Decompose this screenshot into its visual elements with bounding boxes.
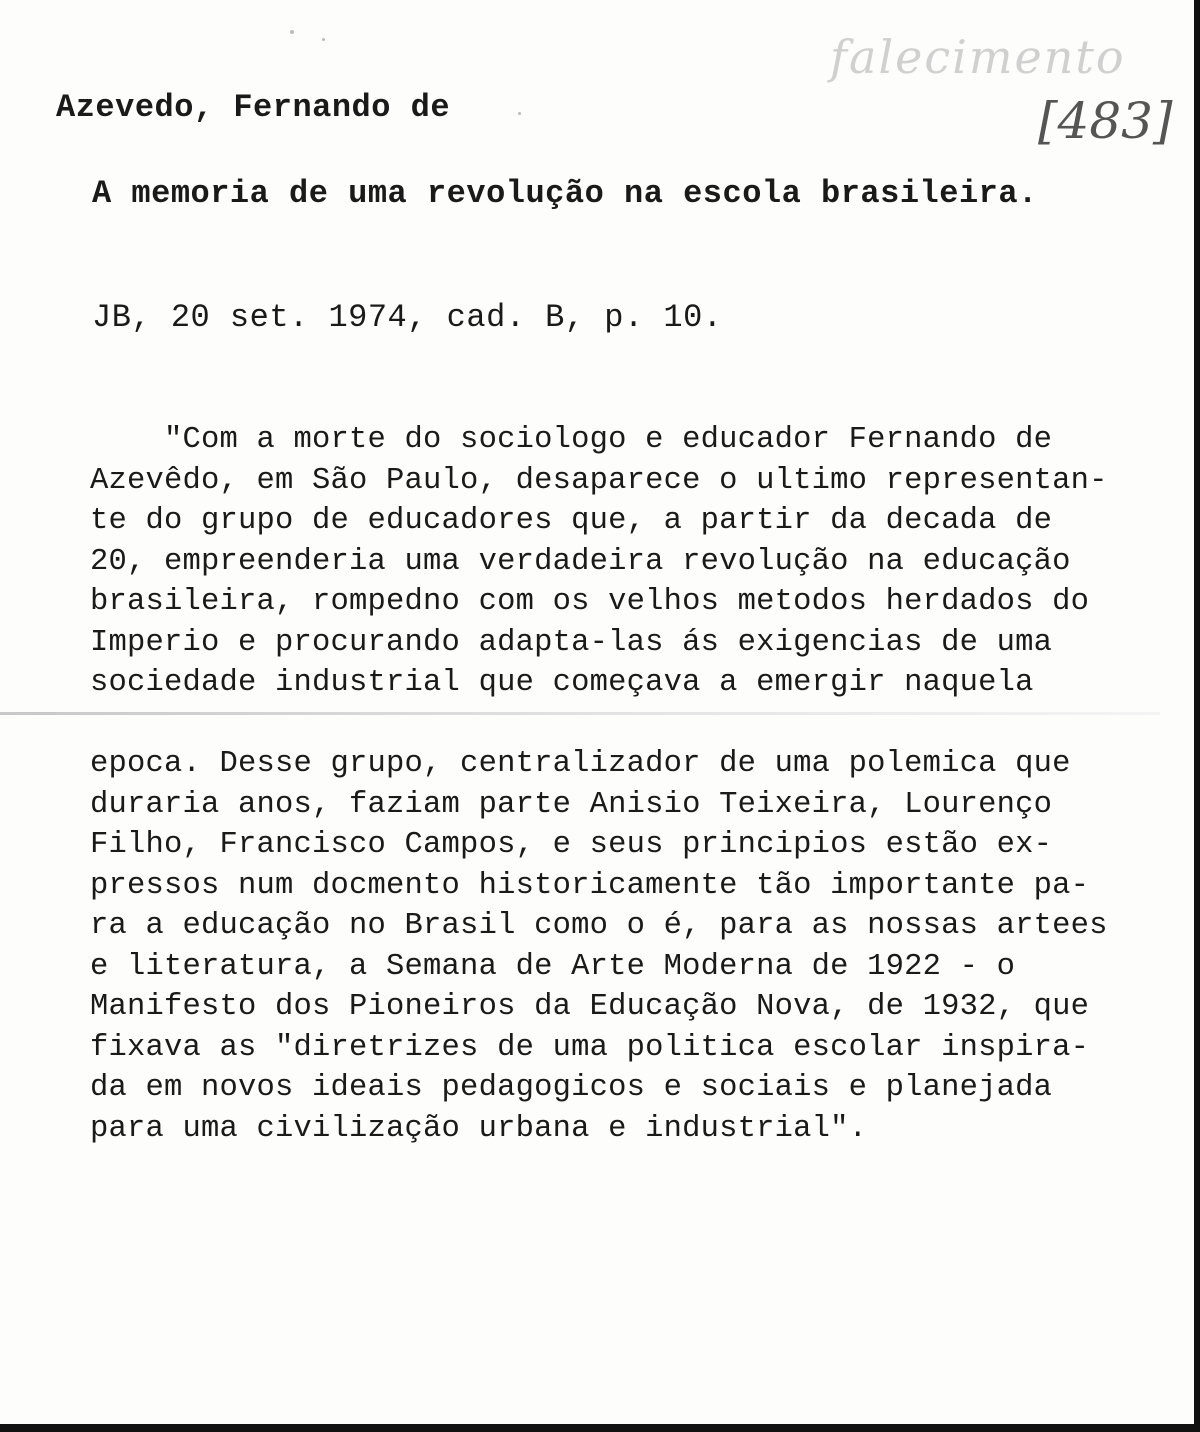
text-line: te do grupo de educadores que, a partir da decada de bbox=[90, 504, 1053, 538]
paper-speck bbox=[518, 112, 521, 115]
author-name: Azevedo, Fernando de bbox=[56, 89, 451, 126]
paper-speck bbox=[322, 38, 325, 41]
text-line: Filho, Francisco Campos, e seus principios estão ex- bbox=[90, 828, 1053, 862]
paper-speck bbox=[290, 30, 294, 34]
text-line: brasileira, rompedno com os velhos metodos herdados do bbox=[90, 585, 1090, 619]
article-title: A memoria de uma revolução na escola brasileira. bbox=[92, 175, 1038, 212]
text-line: fixava as "diretrizes de uma politica escolar inspira- bbox=[90, 1030, 1090, 1065]
fold-line-divider bbox=[0, 712, 1160, 715]
text-line: para uma civilização urbana e industrial". bbox=[90, 1111, 868, 1146]
text-line: Imperio e procurando adapta-las ás exigencias de uma bbox=[90, 625, 1053, 660]
handwritten-note: falecimento bbox=[830, 30, 1126, 84]
quote-paragraph-part-1 bbox=[90, 420, 1190, 704]
text-line: da em novos ideais pedagogicos e sociais e planejada bbox=[90, 1071, 1053, 1105]
text-line: sociedade industrial que começava a emergir naquela bbox=[90, 666, 1034, 700]
text-line: 20, empreenderia uma verdadeira revolução na educação bbox=[90, 544, 1071, 579]
text-line: ra a educação no Brasil como o é, para as nossas artees bbox=[90, 909, 1108, 943]
text-line: "Com a morte do sociologo e educador Fernando de bbox=[90, 423, 1053, 457]
text-line: Azevêdo, em São Paulo, desaparece o ultimo representan- bbox=[90, 463, 1108, 498]
text-line: duraria anos, faziam parte Anisio Teixeira, Lourenço bbox=[90, 787, 1053, 822]
card-edge-bottom bbox=[0, 1424, 1200, 1432]
text-line: Manifesto dos Pioneiros da Educação Nova, de 1932, que bbox=[90, 990, 1090, 1024]
text-line: epoca. Desse grupo, centralizador de uma polemica que bbox=[90, 747, 1071, 781]
handwritten-index-number: [483] bbox=[1038, 92, 1173, 150]
card-edge-right bbox=[1194, 0, 1200, 1432]
quote-paragraph-part-2 bbox=[90, 744, 1190, 1149]
text-line: pressos num docmento historicamente tão importante pa- bbox=[90, 868, 1090, 903]
text-line: e literatura, a Semana de Arte Moderna de 1922 - o bbox=[90, 949, 1016, 984]
publication-reference: JB, 20 set. 1974, cad. B, p. 10. bbox=[92, 299, 723, 336]
